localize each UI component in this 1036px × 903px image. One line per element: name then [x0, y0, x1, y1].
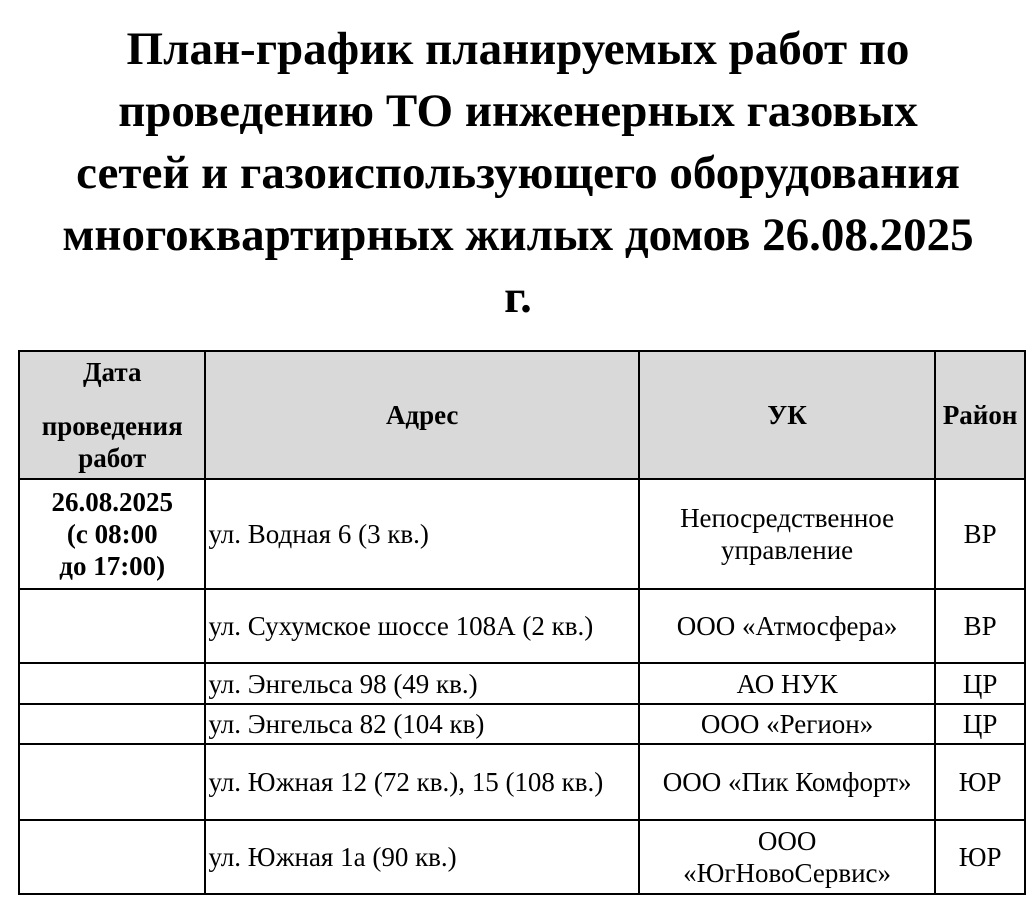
row-district: ЦР: [935, 704, 1025, 744]
header-date-line: работ: [78, 443, 147, 473]
row-uk: [639, 820, 935, 894]
title-line: проведению ТО инженерных газовых: [118, 85, 918, 137]
row-uk: [639, 479, 935, 589]
row-address: ул. Южная 1а (90 кв.): [205, 820, 638, 894]
row-district: ЮР: [935, 820, 1025, 894]
row-uk-line: АО НУК: [736, 668, 838, 699]
row-address: ул. Энгельса 82 (104 кв): [205, 704, 638, 744]
title-line: План-график планируемых работ по: [126, 23, 910, 75]
row-uk: [639, 704, 935, 744]
schedule-table: [18, 350, 1026, 895]
header-address: Адрес: [205, 351, 638, 479]
row-uk-line: ООО «Пик Комфорт»: [662, 767, 912, 797]
row-date-line: (с 08:00: [66, 519, 158, 549]
row-date: [19, 744, 205, 820]
row-date-line: до 17:00): [59, 551, 166, 581]
title-line: многоквартирных жилых домов 26.08.2025: [62, 209, 974, 261]
table-row: [19, 479, 1025, 589]
row-address: ул. Энгельса 98 (49 кв.): [205, 663, 638, 704]
row-district: ЮР: [935, 744, 1025, 820]
header-date-line: проведения: [41, 411, 183, 441]
row-district: ЦР: [935, 663, 1025, 704]
title-line: сетей и газоиспользующего оборудования: [76, 147, 960, 199]
row-district: ВР: [935, 479, 1025, 589]
header-date: [19, 351, 205, 479]
row-uk-line: ООО «Регион»: [700, 709, 874, 739]
table-row: [19, 589, 1025, 663]
row-uk-line: Непосредственное: [680, 503, 895, 533]
row-uk: [639, 589, 935, 663]
row-date: [19, 589, 205, 663]
row-district: ВР: [935, 589, 1025, 663]
row-date: [19, 704, 205, 744]
title-line: г.: [504, 271, 532, 323]
row-uk-line: ООО «Атмосфера»: [676, 611, 898, 641]
row-date: [19, 663, 205, 704]
row-date-line: 26.08.2025: [51, 487, 173, 517]
row-uk-line: «ЮгНовоСервис»: [683, 858, 892, 888]
row-uk-line: управление: [720, 535, 854, 565]
row-uk-line: ООО: [757, 826, 817, 856]
row-date: [19, 479, 205, 589]
row-address: ул. Южная 12 (72 кв.), 15 (108 кв.): [205, 744, 638, 820]
document-title: [0, 18, 1036, 328]
row-date: [19, 820, 205, 894]
row-uk: [639, 744, 935, 820]
table-row: [19, 820, 1025, 894]
table-row: [19, 704, 1025, 744]
row-address: ул. Водная 6 (3 кв.): [205, 479, 638, 589]
table-row: [19, 663, 1025, 704]
table-header-row: [19, 351, 1025, 479]
row-address: ул. Сухумское шоссе 108А (2 кв.): [205, 589, 638, 663]
header-district: Район: [935, 351, 1025, 479]
header-date-line: Дата: [82, 357, 142, 387]
table-row: [19, 744, 1025, 820]
header-uk: УК: [639, 351, 935, 479]
row-uk: [639, 663, 935, 704]
